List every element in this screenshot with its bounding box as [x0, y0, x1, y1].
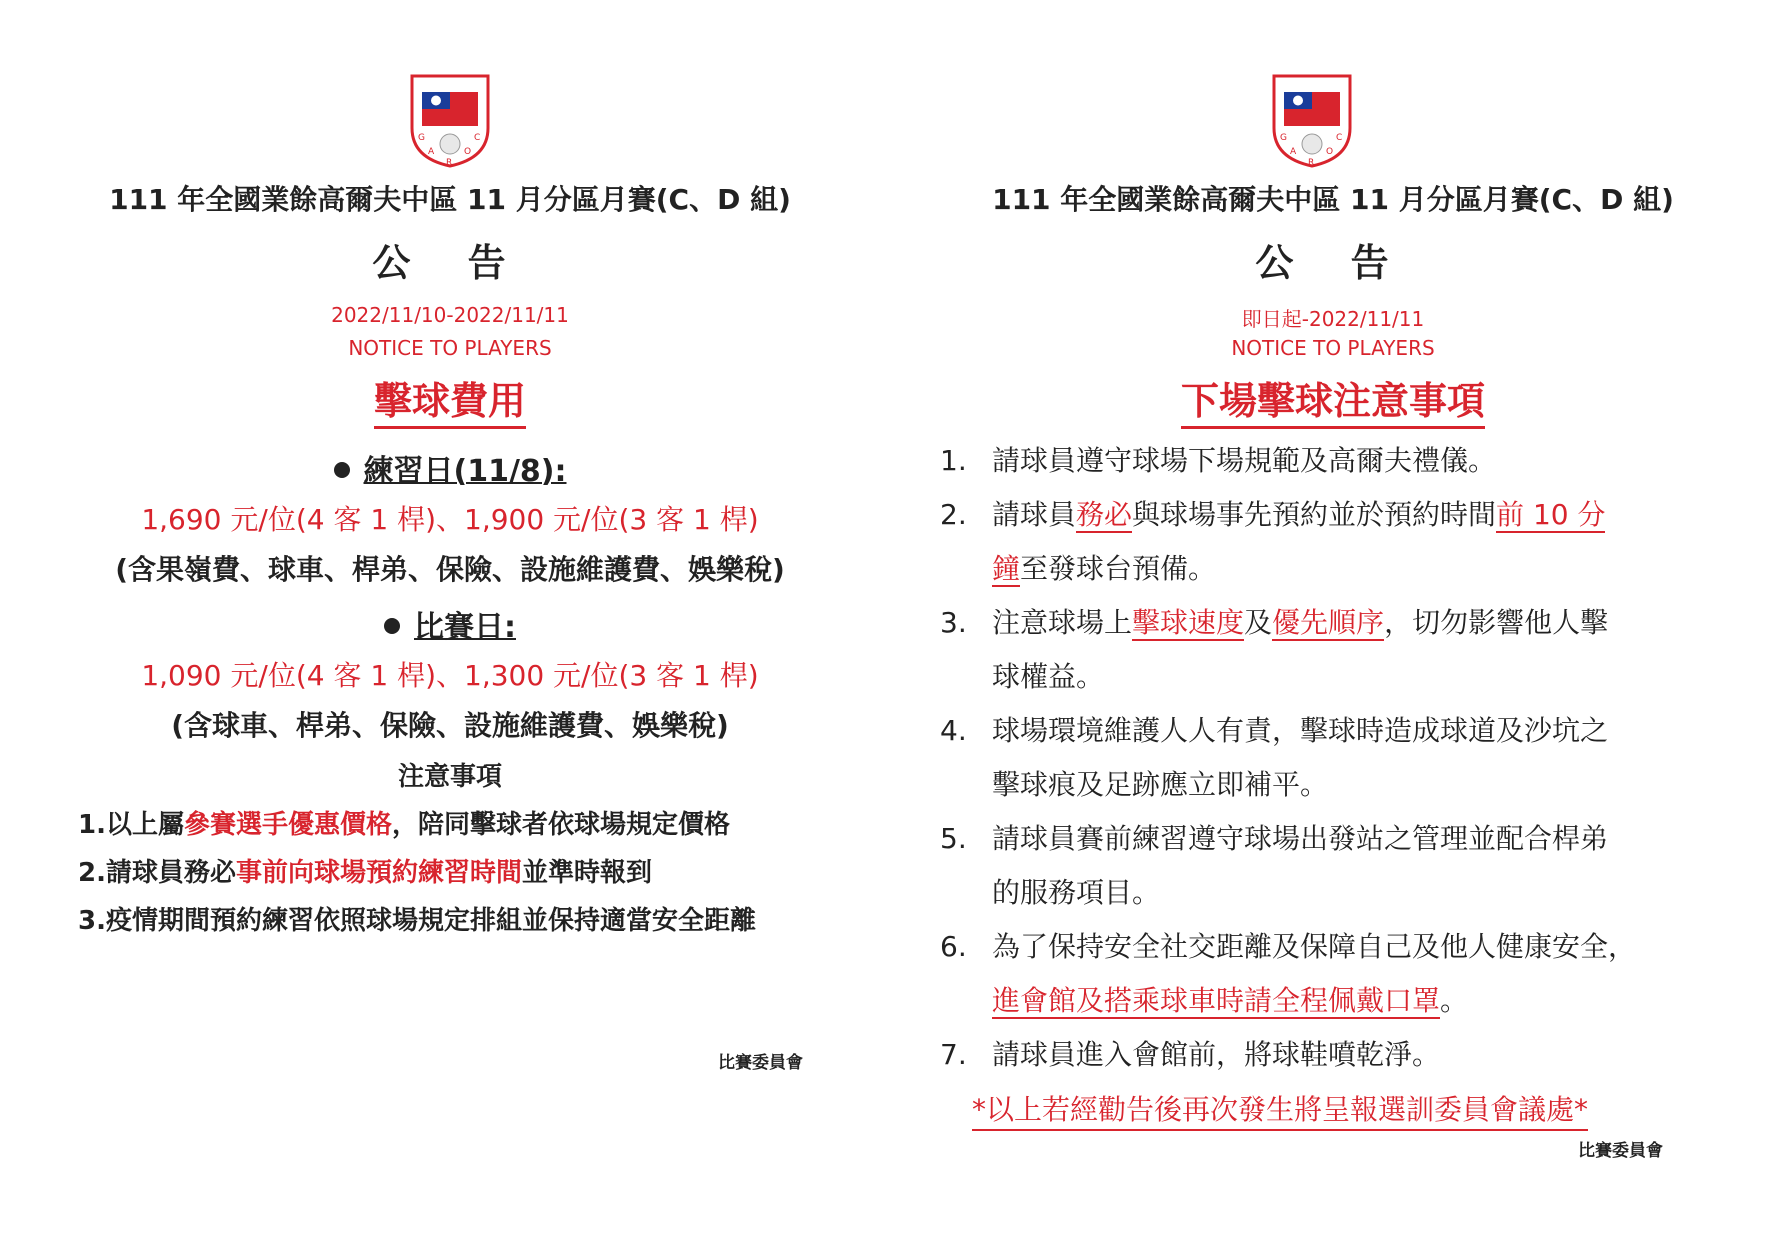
notice-heading: 公 告 [372, 241, 528, 285]
notice-title: 111 年全國業餘高爾夫中區 11 月分區月賽(C、D 組) [109, 183, 791, 216]
svg-text:G: G [1280, 133, 1287, 143]
match-includes: (含球車、桿弟、保險、設施維護費、娛樂稅) [171, 709, 729, 742]
svg-text:A: A [428, 147, 435, 157]
notice-date: 即日起-2022/11/11 [1241, 307, 1425, 331]
section-title: 擊球費用 [374, 378, 526, 429]
practice-price: 1,690 元/位(4 客 1 桿)、1,900 元/位(3 客 1 桿) [141, 503, 759, 536]
svg-text:C: C [474, 133, 481, 143]
warning-text: *以上若經勸告後再次發生將呈報選訓委員會議處* [900, 1088, 1660, 1128]
svg-text:G: G [418, 133, 425, 143]
garoc-logo-icon [1268, 70, 1356, 170]
section-title: 下場擊球注意事項 [1181, 378, 1485, 429]
notes-heading: 注意事項 [397, 762, 502, 792]
notice-heading: 公 告 [1255, 241, 1411, 285]
garoc-logo-icon [406, 70, 494, 170]
notice-title: 111 年全國業餘高爾夫中區 11 月分區月賽(C、D 組) [992, 183, 1674, 216]
note-1: 1.以上屬參賽選手優惠價格，陪同擊球者依球場規定價格 [78, 810, 730, 840]
svg-text:R: R [1308, 158, 1315, 168]
match-day-heading: 比賽日: [0, 602, 900, 646]
rule-6: 6. 為了保持安全社交距離及保障自己及他人健康安全， 進會館及搭乘球車時請全程佩戴口罩。 [940, 930, 1637, 1017]
rule-3: 3. 注意球場上擊球速度及優先順序，切勿影響他人擊 球權益。 [940, 606, 1609, 693]
rule-7: 7. 請球員進入會館前，將球鞋噴乾淨。 [940, 1038, 1441, 1071]
svg-text:R: R [446, 158, 453, 168]
signature: 比賽委員會 [1578, 1141, 1663, 1161]
practice-includes: (含果嶺費、球車、桿弟、保險、設施維護費、娛樂稅) [115, 553, 785, 586]
notice-english: NOTICE TO PLAYERS [1231, 336, 1435, 360]
rule-4: 4. 球場環境維護人人有責，擊球時造成球道及沙坑之 擊球痕及足跡應立即補平。 [940, 714, 1609, 801]
signature: 比賽委員會 [718, 1053, 803, 1073]
practice-day-heading: 練習日(11/8): [0, 446, 900, 490]
note-3: 3.疫情期間預約練習依照球場規定排組並保持適當安全距離 [78, 906, 756, 936]
svg-text:O: O [464, 147, 472, 157]
svg-text:C: C [1336, 133, 1343, 143]
bullet-icon [334, 462, 350, 478]
rule-5: 5. 請球員賽前練習遵守球場出發站之管理並配合桿弟 的服務項目。 [940, 822, 1609, 909]
svg-text:A: A [1290, 147, 1297, 157]
rule-2: 2. 請球員務必與球場事先預約並於預約時間前 10 分 鐘至發球台預備。 [940, 498, 1606, 585]
note-2: 2.請球員務必事前向球場預約練習時間並準時報到 [78, 858, 652, 888]
notice-english: NOTICE TO PLAYERS [348, 336, 552, 360]
match-price: 1,090 元/位(4 客 1 桿)、1,300 元/位(3 客 1 桿) [141, 659, 759, 692]
svg-text:O: O [1326, 147, 1334, 157]
notice-date: 2022/11/10-2022/11/11 [331, 303, 569, 327]
rule-1: 1. 請球員遵守球場下場規範及高爾夫禮儀。 [940, 444, 1497, 477]
bullet-icon [384, 618, 400, 634]
